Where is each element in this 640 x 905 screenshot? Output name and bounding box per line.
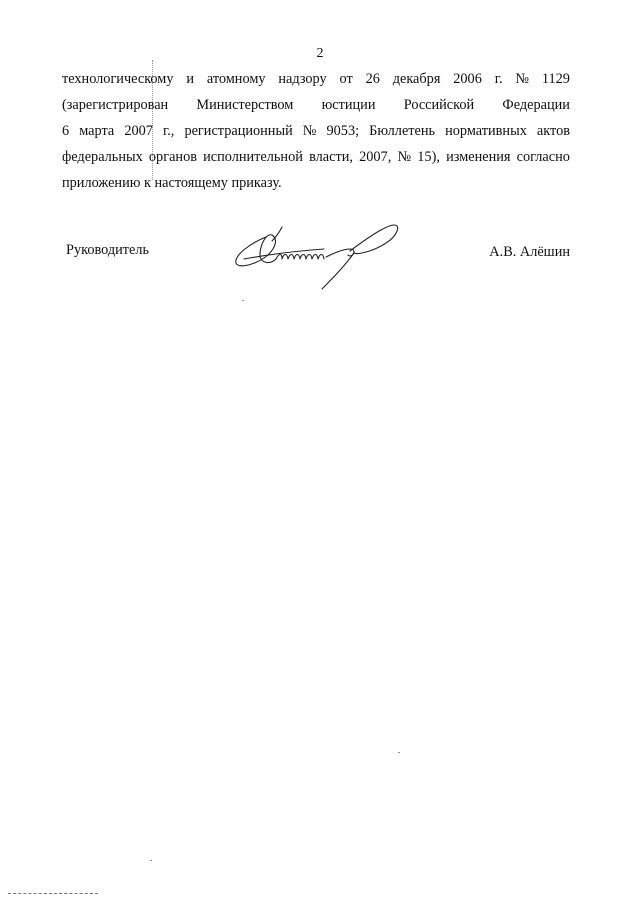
body-word: надзору <box>278 71 327 87</box>
body-word: 2007 <box>124 123 153 139</box>
body-word: Российской <box>403 97 475 113</box>
body-word: Министерством <box>196 97 294 113</box>
signer-title: Руководитель <box>66 242 150 258</box>
body-line <box>62 118 570 144</box>
body-word: № <box>515 71 530 87</box>
body-word: изменения <box>446 149 511 165</box>
body-word: Бюллетень <box>369 123 436 139</box>
body-word: г., <box>162 123 175 139</box>
body-paragraph <box>62 66 570 196</box>
signer-name: А.В. Алёшин <box>489 244 570 260</box>
body-word: атомному <box>206 71 266 87</box>
body-word: № <box>302 123 317 139</box>
body-word: (зарегистрирован <box>62 97 169 113</box>
body-word: приложению к настоящему приказу. <box>62 175 282 191</box>
body-word: 2006 <box>453 71 482 87</box>
body-word: 26 <box>365 71 380 87</box>
body-word: 1129 <box>541 71 570 87</box>
body-word: декабря <box>392 71 441 87</box>
scan-artifact <box>398 752 400 753</box>
body-word: регистрационный <box>184 123 293 139</box>
body-line <box>62 170 570 196</box>
body-word: от <box>339 71 353 87</box>
body-word: нормативных <box>445 123 527 139</box>
body-line <box>62 92 570 118</box>
body-word: г. <box>494 71 503 87</box>
body-line <box>62 66 570 92</box>
body-word: исполнительной <box>203 149 303 165</box>
body-word: 9053; <box>326 123 360 139</box>
body-word: марта <box>79 123 115 139</box>
scan-artifact <box>150 860 152 861</box>
body-line <box>62 144 570 170</box>
body-word: 15), <box>417 149 440 165</box>
body-word: власти, <box>309 149 353 165</box>
body-word: 2007, <box>359 149 392 165</box>
scan-artifact <box>242 300 244 301</box>
page-number: 2 <box>316 46 324 61</box>
body-word: органов <box>148 149 197 165</box>
scan-artifact <box>8 893 98 895</box>
body-word: технологическому <box>62 71 174 87</box>
body-word: юстиции <box>321 97 376 113</box>
body-word: 6 <box>62 123 70 139</box>
body-word: Федерации <box>502 97 570 113</box>
body-word: согласно <box>516 149 570 165</box>
handwritten-signature <box>226 215 406 295</box>
body-word: федеральных <box>62 149 143 165</box>
body-word: № <box>397 149 412 165</box>
body-word: и <box>186 71 194 87</box>
body-word: актов <box>536 123 570 139</box>
